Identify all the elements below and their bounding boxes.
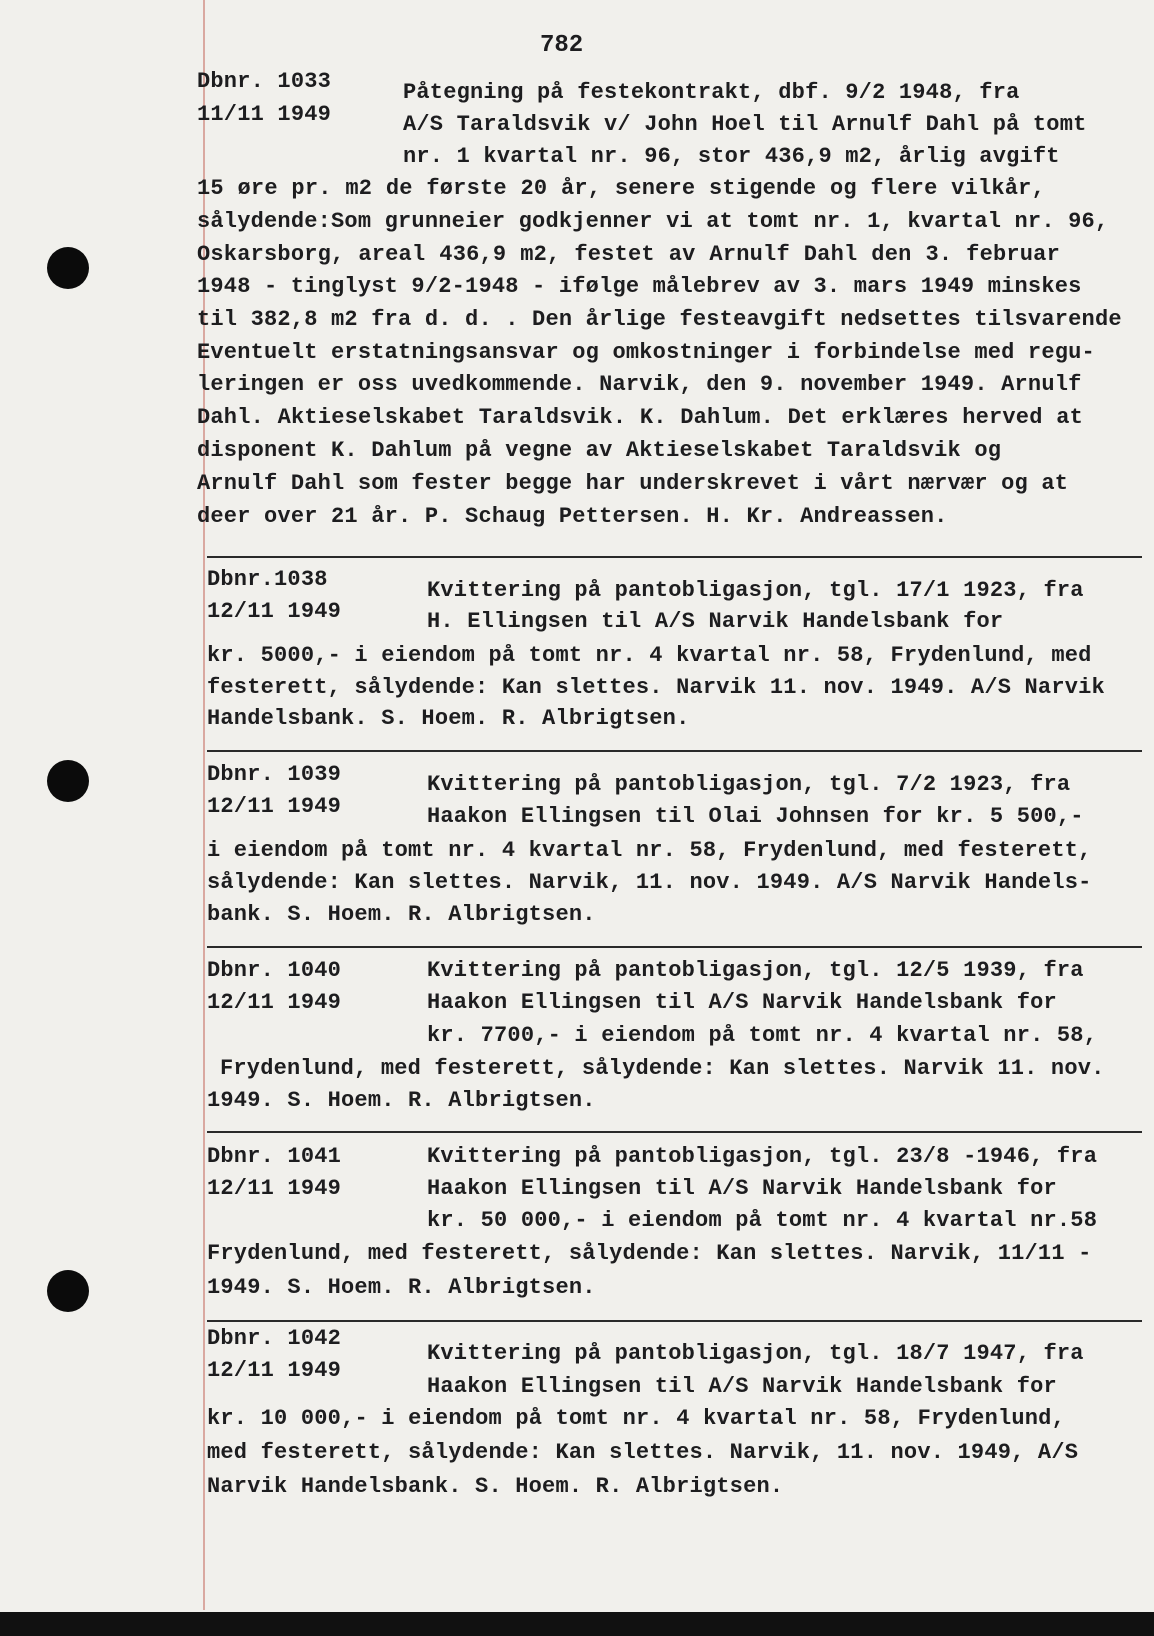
entry-text-line: Dahl. Aktieselskabet Taraldsvik. K. Dahlum. Det erklæres herved at <box>197 405 1083 430</box>
entry-date: 11/11 1949 <box>197 102 332 127</box>
entry-dbnr: Dbnr. 1040 <box>207 958 342 983</box>
entry-date: 12/11 1949 <box>207 1358 342 1383</box>
page-number: 782 <box>540 32 584 59</box>
entry-separator <box>207 750 1142 752</box>
entry-text-line: Frydenlund, med festerett, sålydende: Kan slettes. Narvik, 11/11 - <box>207 1241 1092 1266</box>
entry-text-line: 1949. S. Hoem. R. Albrigtsen. <box>207 1275 596 1300</box>
entry-separator <box>207 946 1142 948</box>
entry-text-line: Eventuelt erstatningsansvar og omkostninger i forbindelse med regu- <box>197 340 1095 365</box>
entry-text-line: Oskarsborg, areal 436,9 m2, festet av Arnulf Dahl den 3. februar <box>197 242 1060 267</box>
entry-text-line: Arnulf Dahl som fester begge har underskrevet i vårt nærvær og at <box>197 471 1069 496</box>
entry-text-line: Haakon Ellingsen til A/S Narvik Handelsbank for <box>427 1176 1057 1201</box>
entry-text-line: Kvittering på pantobligasjon, tgl. 17/1 1923, fra <box>427 578 1084 603</box>
punch-hole <box>47 760 89 802</box>
entry-text-line: Haakon Ellingsen til A/S Narvik Handelsbank for <box>427 990 1057 1015</box>
entry-dbnr: Dbnr. 1042 <box>207 1326 342 1351</box>
entry-text-line: Kvittering på pantobligasjon, tgl. 18/7 1947, fra <box>427 1341 1084 1366</box>
entry-text-line: kr. 7700,- i eiendom på tomt nr. 4 kvartal nr. 58, <box>427 1023 1098 1048</box>
entry-separator <box>207 556 1142 558</box>
entry-text-line: Frydenlund, med festerett, sålydende: Kan slettes. Narvik 11. nov. <box>220 1056 1105 1081</box>
scan-border <box>0 1612 1154 1636</box>
entry-date: 12/11 1949 <box>207 1176 342 1201</box>
entry-text-line: sålydende:Som grunneier godkjenner vi at tomt nr. 1, kvartal nr. 96, <box>197 209 1109 234</box>
entry-text-line: disponent K. Dahlum på vegne av Aktieselskabet Taraldsvik og <box>197 438 1002 463</box>
entry-text-line: kr. 5000,- i eiendom på tomt nr. 4 kvartal nr. 58, Frydenlund, med <box>207 643 1092 668</box>
entry-text-line: 1949. S. Hoem. R. Albrigtsen. <box>207 1088 596 1113</box>
entry-text-line: til 382,8 m2 fra d. d. . Den årlige festeavgift nedsettes tilsvarende <box>197 307 1122 332</box>
entry-text-line: kr. 10 000,- i eiendom på tomt nr. 4 kvartal nr. 58, Frydenlund, <box>207 1406 1065 1431</box>
entry-text-line: deer over 21 år. P. Schaug Pettersen. H. Kr. Andreassen. <box>197 504 948 529</box>
entry-text-line: A/S Taraldsvik v/ John Hoel til Arnulf Dahl på tomt <box>403 112 1087 137</box>
punch-hole <box>47 1270 89 1312</box>
punch-hole <box>47 247 89 289</box>
entry-date: 12/11 1949 <box>207 990 342 1015</box>
entry-text-line: Kvittering på pantobligasjon, tgl. 7/2 1923, fra <box>427 772 1071 797</box>
entry-separator <box>207 1131 1142 1133</box>
entry-text-line: Påtegning på festekontrakt, dbf. 9/2 1948, fra <box>403 80 1020 105</box>
entry-text-line: bank. S. Hoem. R. Albrigtsen. <box>207 902 596 927</box>
entry-text-line: leringen er oss uvedkommende. Narvik, den 9. november 1949. Arnulf <box>197 372 1082 397</box>
entry-text-line: Handelsbank. S. Hoem. R. Albrigtsen. <box>207 706 690 731</box>
entry-text-line: H. Ellingsen til A/S Narvik Handelsbank for <box>427 609 1004 634</box>
entry-text-line: sålydende: Kan slettes. Narvik, 11. nov. 1949. A/S Narvik Handels- <box>207 870 1092 895</box>
entry-text-line: festerett, sålydende: Kan slettes. Narvik 11. nov. 1949. A/S Narvik <box>207 675 1105 700</box>
entry-text-line: Narvik Handelsbank. S. Hoem. R. Albrigtsen. <box>207 1474 784 1499</box>
entry-text-line: Kvittering på pantobligasjon, tgl. 23/8 -1946, fra <box>427 1144 1098 1169</box>
entry-text-line: 15 øre pr. m2 de første 20 år, senere stigende og flere vilkår, <box>197 176 1045 201</box>
entry-text-line: Kvittering på pantobligasjon, tgl. 12/5 1939, fra <box>427 958 1084 983</box>
entry-separator <box>207 1320 1142 1322</box>
entry-dbnr: Dbnr.1038 <box>207 567 328 592</box>
entry-dbnr: Dbnr. 1041 <box>207 1144 342 1169</box>
entry-text-line: i eiendom på tomt nr. 4 kvartal nr. 58, Frydenlund, med festerett, <box>207 838 1092 863</box>
entry-text-line: 1948 - tinglyst 9/2-1948 - ifølge målebrev av 3. mars 1949 minskes <box>197 274 1082 299</box>
entry-date: 12/11 1949 <box>207 599 342 624</box>
entry-date: 12/11 1949 <box>207 794 342 819</box>
entry-text-line: Haakon Ellingsen til A/S Narvik Handelsbank for <box>427 1374 1057 1399</box>
entry-text-line: kr. 50 000,- i eiendom på tomt nr. 4 kvartal nr.58 <box>427 1208 1098 1233</box>
entry-dbnr: Dbnr. 1039 <box>207 762 342 787</box>
entry-text-line: nr. 1 kvartal nr. 96, stor 436,9 m2, årlig avgift <box>403 144 1060 169</box>
entry-text-line: Haakon Ellingsen til Olai Johnsen for kr. 5 500,- <box>427 804 1084 829</box>
entry-text-line: med festerett, sålydende: Kan slettes. Narvik, 11. nov. 1949, A/S <box>207 1440 1079 1465</box>
entry-dbnr: Dbnr. 1033 <box>197 69 332 94</box>
